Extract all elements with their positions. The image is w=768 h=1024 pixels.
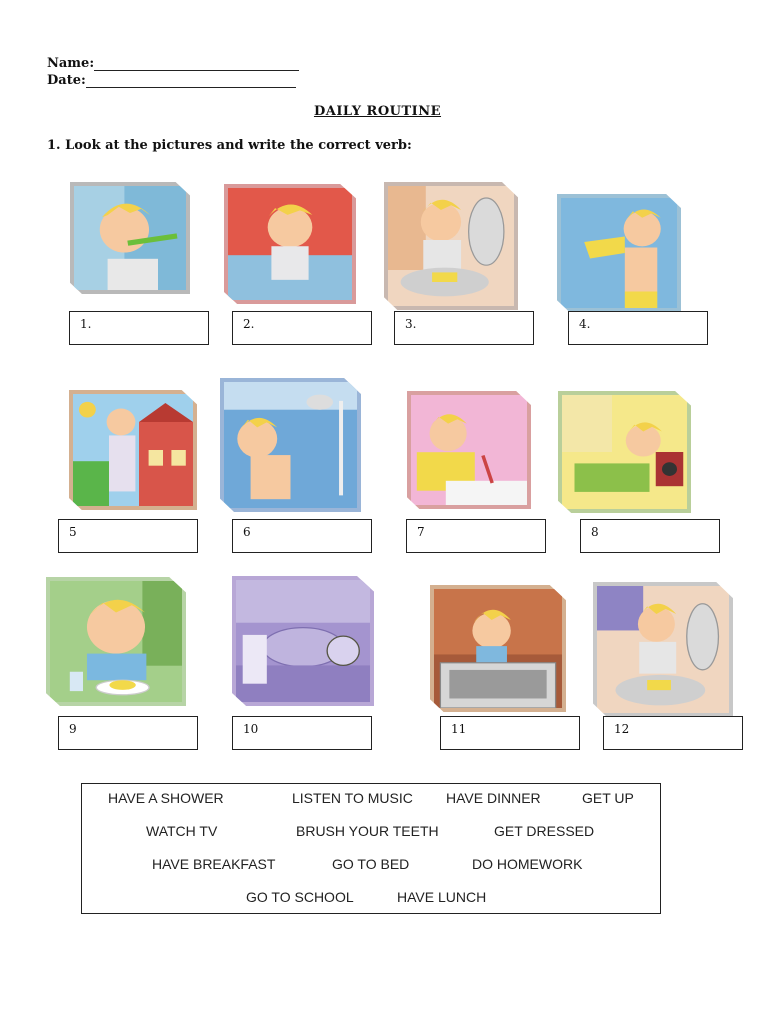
word-bank-item: LISTEN TO MUSIC — [292, 790, 413, 806]
have-dinner-picture — [593, 582, 733, 717]
answer-number: 8 — [591, 525, 599, 539]
word-bank-item: DO HOMEWORK — [472, 856, 583, 872]
go-to-school-picture — [69, 390, 197, 510]
answer-box-10[interactable] — [232, 716, 372, 750]
get-dressed-picture — [557, 194, 681, 312]
answer-number: 9 — [69, 722, 77, 736]
answer-number: 7 — [417, 525, 425, 539]
answer-box-6[interactable] — [232, 519, 372, 553]
date-line[interactable] — [86, 75, 296, 88]
watch-tv-picture — [430, 585, 566, 712]
name-field — [47, 56, 299, 71]
worksheet-title: DAILY ROUTINE — [313, 104, 442, 119]
answer-box-3[interactable] — [394, 311, 534, 345]
have-breakfast-picture — [46, 577, 186, 706]
date-field — [47, 73, 296, 88]
do-homework-picture — [407, 391, 531, 509]
answer-number: 11 — [451, 722, 467, 736]
answer-box-4[interactable] — [568, 311, 708, 345]
brush-teeth-picture — [70, 182, 190, 294]
word-bank-item: HAVE A SHOWER — [108, 790, 224, 806]
word-bank-item: HAVE BREAKFAST — [152, 856, 276, 872]
word-bank-item: GO TO SCHOOL — [246, 889, 354, 905]
word-bank-item: WATCH TV — [146, 823, 218, 839]
word-bank-item: HAVE LUNCH — [397, 889, 487, 905]
answer-number: 10 — [243, 722, 259, 736]
listen-to-music-picture — [558, 391, 691, 513]
have-lunch-picture — [384, 182, 518, 310]
answer-box-8[interactable] — [580, 519, 720, 553]
answer-box-9[interactable] — [58, 716, 198, 750]
answer-box-7[interactable] — [406, 519, 546, 553]
answer-number: 3. — [405, 317, 417, 331]
word-bank-item: GET UP — [582, 790, 634, 806]
answer-number: 2. — [243, 317, 255, 331]
answer-number: 12 — [614, 722, 630, 736]
instruction-text: 1. Look at the pictures and write the correct verb: — [47, 138, 412, 153]
word-bank-item: GET DRESSED — [494, 823, 595, 839]
go-to-bed-picture — [232, 576, 374, 706]
answer-number: 4. — [579, 317, 591, 331]
word-bank — [81, 783, 661, 914]
have-shower-picture — [220, 378, 361, 512]
name-line[interactable] — [94, 58, 299, 71]
answer-number: 5 — [69, 525, 77, 539]
answer-box-2[interactable] — [232, 311, 372, 345]
word-bank-item: HAVE DINNER — [446, 790, 541, 806]
name-label: Name: — [47, 56, 95, 71]
answer-box-1[interactable] — [69, 311, 209, 345]
word-bank-item: BRUSH YOUR TEETH — [296, 823, 439, 839]
word-bank-item: GO TO BED — [332, 856, 410, 872]
get-up-picture — [224, 184, 356, 304]
answer-box-11[interactable] — [440, 716, 580, 750]
answer-number: 6 — [243, 525, 251, 539]
date-label: Date: — [47, 73, 86, 88]
answer-box-12[interactable] — [603, 716, 743, 750]
answer-box-5[interactable] — [58, 519, 198, 553]
answer-number: 1. — [80, 317, 92, 331]
